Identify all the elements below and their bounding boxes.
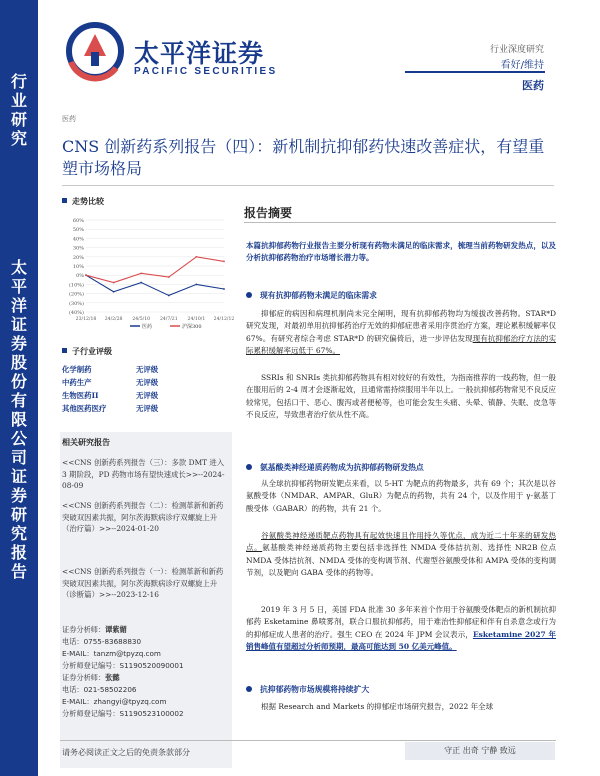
x-tick-label: 24/10/1 <box>187 317 206 322</box>
analyst-cert: 分析师登记编号：S1190520090001 <box>62 661 184 670</box>
rating-row: 中药生产 无评级 <box>62 378 159 387</box>
data-point <box>223 288 225 290</box>
footer-divider <box>60 740 556 741</box>
bullet-dot-icon <box>246 686 252 692</box>
x-tick-label: 24/12/12 <box>213 317 235 322</box>
paragraph: 根据 Research and Markets 的抑郁症市场研究报告，2022 年全球 <box>261 702 494 711</box>
footer-disclaimer: 请务必阅读正文之后的免责条款部分 <box>62 748 190 757</box>
legend-label: 沪深300 <box>182 324 202 330</box>
paragraph: 2019 年 3 月 5 日，美国 FDA 批准 30 多年来首个作用于谷氨酸受体靶点的新机制抗抑郁药 Esketamine 鼻喷雾剂，联合口服抗抑郁药，用于难治性抑郁症和伴有自杀意念或行为的抑郁症成人患者的治疗。强生 CEO 在 2024 年 JPM 会议表示，Esketamine 2027 年销售峰值有望超过分析师预期，最高可能达到 50 亿美元峰值。 <box>246 605 556 651</box>
y-tick-label: (30%) <box>68 300 84 307</box>
related-heading: 相关研究报告 <box>62 437 110 447</box>
data-point <box>140 282 142 284</box>
analyst-email[interactable]: E-MAIL：tanzm@tpyzq.com <box>62 649 161 658</box>
data-point <box>168 295 170 297</box>
rating-row: 其他医药医疗 无评级 <box>62 404 159 413</box>
related-report-link[interactable]: <<CNS 创新药系列报告（三）：多款 DMT 进入 3 期阶段，PD 药物市场有望快速成长>>--2024-08-09 <box>62 458 225 490</box>
data-point <box>85 274 87 276</box>
logo-cn-text: 太平洋证券 <box>134 39 265 68</box>
square-bullet-icon <box>62 348 67 353</box>
x-tick-label: 24/5/10 <box>132 317 151 322</box>
paragraph: 从全球抗抑郁药物研发靶点来看，以 5-HT 为靶点的药物最多，共有 69 个；其次是以谷氨酸受体（NMDAR、AMPAR、GluR）为靶点的药物，共有 24 个，以及作用于 γ-氨基丁酸受体（GABAR）的药物，共有 21 个。 <box>246 479 556 513</box>
rating-label: 看好/维持 <box>500 60 544 71</box>
data-point <box>223 261 225 263</box>
rating-row: 生物医药II 无评级 <box>62 391 159 400</box>
header-divider <box>405 71 545 73</box>
analyst-role: 证券分析师：张懿 <box>62 673 120 682</box>
x-tick-label: 24/2/28 <box>104 317 123 322</box>
abstract-divider <box>244 222 556 223</box>
footer-motto: 守正 出奇 宁静 致远 <box>405 742 555 760</box>
bullet-dot-icon <box>246 464 252 470</box>
trend-chart <box>60 212 235 332</box>
paragraph: SSRIs 和 SNRIs 类抗抑郁药物具有相对较好的有效性，为指南推荐的一线药物，但一般在服用后的 2-4 周才会逐渐起效，且通常需持续服用半年以上。一般抗抑郁药物常见不良反应较常见，包括口干、恶心、腹泻或者便秘等，也可能会发生头痛、头晕、镇静、失眠、皮急等不良反应，导致患者治疗依从性不高。 <box>246 373 556 419</box>
title-divider <box>62 185 554 186</box>
abstract-title: 报告摘要 <box>244 206 293 220</box>
section-heading: 抗抑郁药物市场规模将持续扩大 <box>246 684 369 695</box>
logo-icon <box>66 22 124 80</box>
analyst-phone: 电话：021-58502206 <box>62 685 137 694</box>
sub-rating-heading: 子行业评级 <box>62 346 112 357</box>
sidebar-band <box>0 0 38 776</box>
sidebar-org-text: 太 平 洋 证 券 股 份 有 限 公 司 证 券 研 究 报 告 <box>10 258 27 581</box>
industry-label: 医药 <box>522 79 544 92</box>
y-tick-label: 20% <box>72 254 84 261</box>
y-tick-label: 10% <box>72 264 84 270</box>
related-report-link[interactable]: <<CNS 创新药系列报告（一）：检测革新和新药突破双因素共振，阿尔茨海默病诊疗双螺旋上升（诊断篇）>>--2023-12-16 <box>62 567 224 599</box>
abstract-lead: 本篇抗抑郁药物行业报告主要分析现有药物未满足的临床需求，梳理当前药物研发热点，以及分析抗抑郁药物治疗市场增长潜力等。 <box>246 241 556 263</box>
data-point <box>113 282 115 284</box>
analyst-phone: 电话：0755-83688830 <box>62 637 142 646</box>
y-tick-label: (20%) <box>68 291 84 298</box>
analyst-role: 证券分析师：谭紫媚 <box>62 625 127 634</box>
y-tick-label: 40% <box>72 236 84 243</box>
data-point <box>113 291 115 293</box>
page-title: CNS 创新药系列报告（四）：新机制抗抑郁药快速改善症状，有望重塑市场格局 <box>62 137 545 178</box>
analyst-email[interactable]: E-MAIL：zhangyi@tpyzq.com <box>62 697 167 706</box>
data-point <box>196 256 198 258</box>
y-tick-label: (10%) <box>68 282 84 289</box>
data-point <box>196 284 198 286</box>
legend-label: 医药 <box>142 324 153 330</box>
rating-row: 化学制药 无评级 <box>62 365 159 374</box>
report-type: 行业深度研究 <box>489 45 544 55</box>
y-tick-label: (40%) <box>68 310 84 316</box>
x-tick-label: 23/12/18 <box>75 317 97 322</box>
y-tick-label: 30% <box>72 245 84 252</box>
related-report-link[interactable]: <<CNS 创新药系列报告（二）：检测革新和新药突破双因素共振，阿尔茨海默病诊疗双螺旋上升（治疗篇）>>--2024-01-20 <box>62 501 224 533</box>
y-tick-label: 0% <box>76 273 84 280</box>
bullet-dot-icon <box>246 292 252 298</box>
square-bullet-icon <box>62 198 67 203</box>
series-line <box>86 275 224 295</box>
paragraph: 谷氨酸类神经递质靶点药物具有起效快速且作用持久等优点，成为近二十年来的研发热点。氨基酸类神经递质药物主要包括非选择性 NMDA 受体拮抗剂、选择性 NR2B 位点 NMDA 受体拮抗剂、NMDA 受体的变构调节剂、代谢型谷氨酸受体和 AMPA 受体的变构调节剂，以及靶向 GABA 受体的药物等。 <box>246 531 557 577</box>
sidebar-top-text: 行 业 研 究 <box>10 72 27 148</box>
x-tick-label: 24/7/21 <box>159 317 178 322</box>
section-heading: 氨基酸类神经递质药物成为抗抑郁药物研发热点 <box>246 462 424 473</box>
trend-heading: 走势比较 <box>62 196 104 207</box>
series-line <box>86 257 224 283</box>
data-point <box>140 272 142 274</box>
logo-en-text: PACIFIC SECURITIES <box>134 66 278 77</box>
y-tick-label: 50% <box>72 227 84 234</box>
paragraph: 抑郁症的病因和病理机制尚未完全阐明，现有抗抑郁药物均为缓拔改善药物。STAR*D 研究发现，对最初单用抗抑郁药治疗无效的抑郁症患者采用序贯治疗方案，理论累积缓解率仅 67%。有研究者综合考虑 STAR*D 的研究偏倚后，进一步评估发现现有抗抑郁治疗方法的实际累积缓解率远低于 67%。 <box>246 309 557 355</box>
y-tick-label: 60% <box>72 218 84 224</box>
analyst-cert: 分析师登记编号：S1190523100002 <box>62 709 184 718</box>
section-heading: 现有抗抑郁药物未满足的临床需求 <box>246 290 377 301</box>
breadcrumb: 医药 <box>62 115 76 123</box>
data-point <box>168 276 170 278</box>
